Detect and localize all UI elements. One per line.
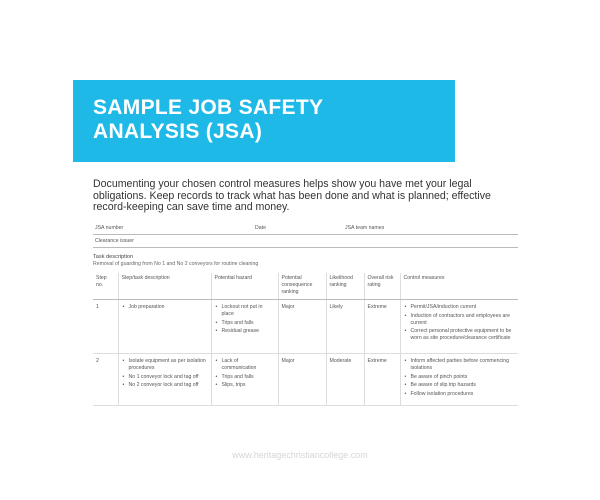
hazard-item: • Slips, trips [222, 382, 275, 389]
control-item: • Be aware of pinch points [411, 374, 516, 381]
col-risk-rating: Overall risk rating [364, 273, 400, 300]
table-row [93, 354, 518, 406]
intro-paragraph: Documenting your chosen control measures helps show you have met your legal obligations. Keep records to track what has been done and what is planned; effective record-keeping can save time and money. [93, 178, 491, 213]
title-line-1: SAMPLE JOB SAFETY [93, 96, 324, 119]
controls-cell [400, 354, 518, 406]
col-consequence-ranking: Potential consequence ranking [278, 273, 326, 300]
clearance-issuer-label: Clearance issuer [95, 238, 134, 244]
col-likelihood-ranking: Likelihood ranking [326, 273, 364, 300]
title-line-2: ANALYSIS (JSA) [93, 120, 263, 143]
col-potential-hazard: Potential hazard [211, 273, 278, 300]
control-item: • Inform affected parties before commencing isolations [411, 358, 516, 372]
control-item: • Follow isolation procedures [411, 391, 516, 398]
col-task-description: Step/task description [118, 273, 211, 300]
risk-value: Extreme [364, 300, 400, 354]
task-item: • Job preparation [129, 304, 208, 311]
hazard-item: • Lack of communication [222, 358, 275, 372]
task-cell [118, 300, 211, 354]
control-item: • Permit/JSA/induction current [411, 304, 516, 311]
task-description-label: Task description [93, 254, 134, 260]
task-cell [118, 354, 211, 406]
consequence-value: Major [278, 300, 326, 354]
hazard-item: • Lockout not put in place [222, 304, 275, 318]
task-description-text: Removal of guarding from No 1 and No 2 conveyors for routine cleaning [93, 261, 259, 267]
step-number: 1 [93, 300, 118, 354]
document-title [93, 96, 443, 144]
risk-value: Extreme [364, 354, 400, 406]
task-item: • No 2 conveyor lock and tag off [129, 382, 208, 389]
col-step-no: Step no. [93, 273, 118, 300]
date-label: Date [255, 225, 266, 231]
jsa-number-label: JSA number [95, 225, 124, 231]
table-row [93, 300, 518, 354]
col-control-measures: Control measures [400, 273, 518, 300]
task-item: • No 1 conveyor lock and tag off [129, 374, 208, 381]
consequence-value: Major [278, 354, 326, 406]
controls-cell [400, 300, 518, 354]
title-banner [73, 80, 455, 162]
control-item: • Induction of contractors and employees are current [411, 313, 516, 327]
form-row-clearance [93, 235, 518, 248]
hazard-item: • Trips and falls [222, 374, 275, 381]
jsa-form-header [93, 222, 518, 267]
jsa-table [93, 273, 518, 406]
table-header-row [93, 273, 518, 300]
watermark: www.heritagechristiancollege.com [232, 450, 368, 460]
step-number: 2 [93, 354, 118, 406]
hazard-item: • Trips and falls [222, 320, 275, 327]
task-item: • Isolate equipment as per isolation procedures [129, 358, 208, 372]
form-row-identifiers [93, 222, 518, 235]
likelihood-value: Likely [326, 300, 364, 354]
likelihood-value: Moderate [326, 354, 364, 406]
hazard-item: • Residual grease [222, 328, 275, 335]
hazard-cell [211, 354, 278, 406]
team-names-label: JSA team names [345, 225, 385, 231]
hazard-cell [211, 300, 278, 354]
control-item: • Correct personal protective equipment to be worn as site procedure/clearance certificate [411, 328, 516, 342]
control-item: • Be aware of slip trip hazards [411, 382, 516, 389]
